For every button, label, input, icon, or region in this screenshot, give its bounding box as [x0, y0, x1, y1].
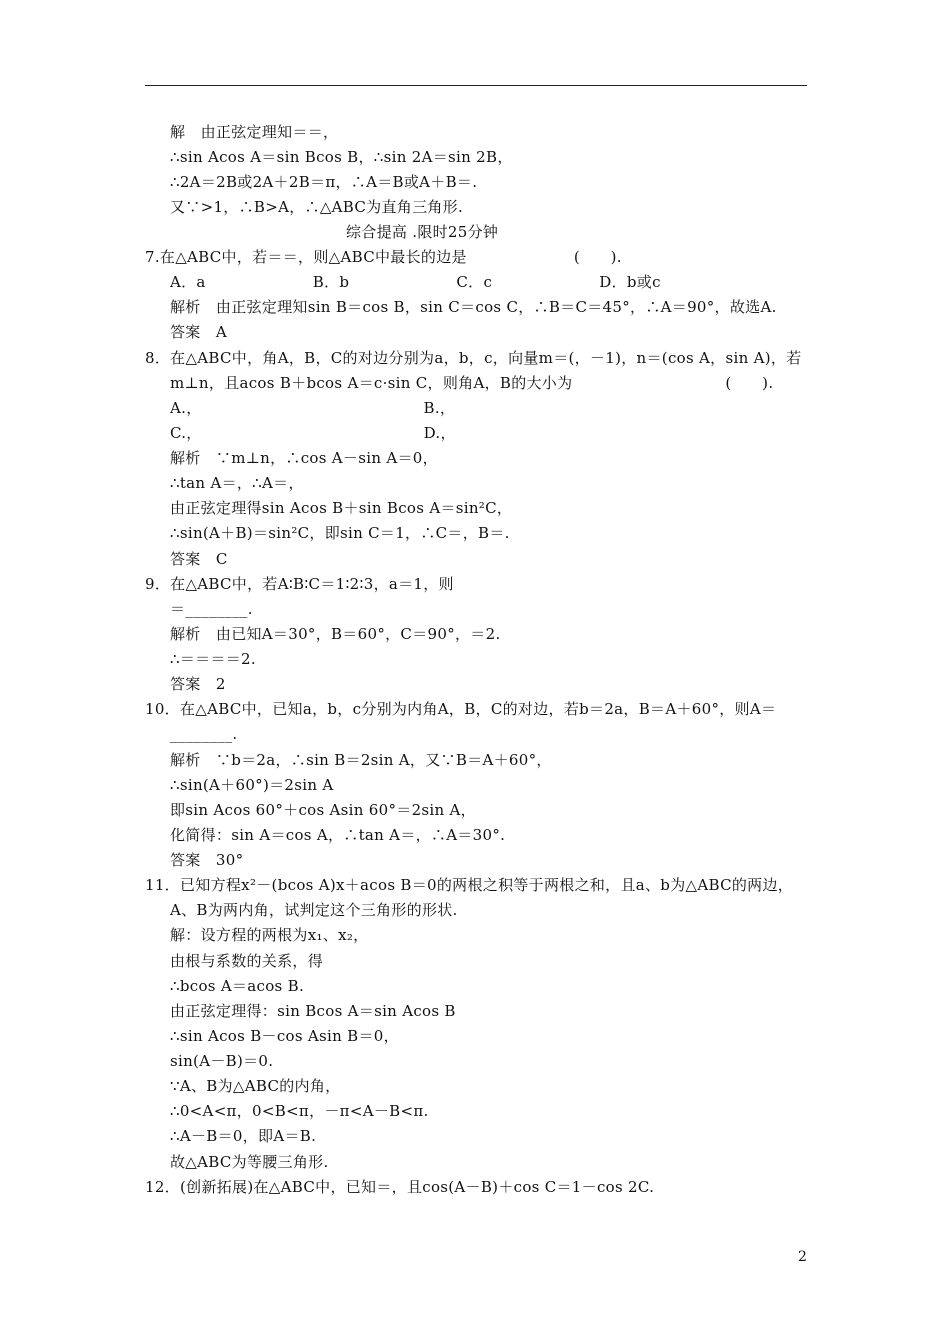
question-7: 7.在△ABC中，若＝＝，则△ABC中最长的边是 ( ). [145, 248, 622, 266]
text-line: 故△ABC为等腰三角形. [170, 1153, 329, 1171]
text-line: 由根与系数的关系，得 [170, 952, 324, 970]
answer-line: 答案 C [170, 550, 228, 568]
text-line: ＝________. [170, 600, 253, 618]
analysis-line: 解析 ∵m⊥n，∴cos A－sin A＝0， [170, 449, 438, 467]
text-line: ∴sin(A＋60°)＝2sin A [170, 776, 334, 794]
text-line: ∴sin Acos B－cos Asin B＝0， [170, 1027, 399, 1045]
choices-line: A．a B．b C．c D．b或c [170, 273, 661, 291]
choices-line: A.， B.， [170, 399, 456, 417]
text-line: 解：设方程的两根为x₁、x₂， [170, 926, 369, 944]
text-line: ∴sin(A＋B)＝sin²C，即sin C＝1，∴C＝，B＝. [170, 524, 510, 542]
analysis-line: 解析 由正弦定理知sin B＝cos B，sin C＝cos C，∴B＝C＝45°，∴A＝90°，故选A. [170, 298, 777, 316]
text-line: ∴tan A＝，∴A＝， [170, 474, 304, 492]
answer-line: 答案 30° [170, 851, 244, 869]
analysis-line: 解析 ∵b＝2a，∴sin B＝2sin A，又∵B＝A＋60°， [170, 751, 552, 769]
text-line: A、B为两内角，试判定这个三角形的形状. [170, 901, 458, 919]
question-11: 11．已知方程x²－(bcos A)x＋acos B＝0的两根之积等于两根之和，且a、b为△ABC的两边， [145, 876, 794, 894]
text-line: ∴＝＝＝＝2. [170, 650, 256, 668]
text-line: m⊥n，且acos B＋bcos A＝c·sin C，则角A，B的大小为 ( ). [170, 374, 774, 392]
answer-line: 答案 A [170, 323, 228, 341]
analysis-line: 解析 由已知A＝30°，B＝60°，C＝90°，＝2. [170, 625, 501, 643]
text-line: ∴2A＝2B或2A＋2B＝π，∴A＝B或A＋B＝. [170, 173, 478, 191]
text-line: 由正弦定理得sin Acos B＋sin Bcos A＝sin²C， [170, 499, 513, 517]
page-number: 2 [798, 1249, 807, 1265]
choices-line: C.， D.， [170, 424, 456, 442]
section-heading: 综合提高 .限时25分钟 [346, 223, 499, 241]
question-12: 12．(创新拓展)在△ABC中，已知＝，且cos(A－B)＋cos C＝1－cos 2C. [145, 1178, 655, 1196]
header-rule [145, 85, 807, 86]
question-8: 8．在△ABC中，角A，B，C的对边分别为a，b，c，向量m＝(，－1)，n＝(cos A，sin A)，若 [145, 349, 802, 367]
text-line: ________. [170, 725, 238, 743]
answer-line: 答案 2 [170, 675, 226, 693]
text-line: ∴bcos A＝acos B. [170, 977, 305, 995]
text-line: 解 由正弦定理知＝＝， [170, 123, 339, 141]
text-line: sin(A－B)＝0. [170, 1052, 274, 1070]
text-line: 化简得：sin A＝cos A，∴tan A＝，∴A＝30°. [170, 826, 506, 844]
text-line: ∴A－B＝0，即A＝B. [170, 1127, 317, 1145]
question-9: 9．在△ABC中，若A∶B∶C＝1∶2∶3，a＝1，则 [145, 575, 454, 593]
text-line: 即sin Acos 60°＋cos Asin 60°＝2sin A， [170, 801, 476, 819]
text-line: ∴sin Acos A＝sin Bcos B，∴sin 2A＝sin 2B， [170, 148, 513, 166]
text-line: ∵A、B为△ABC的内角， [170, 1077, 341, 1095]
text-line: ∴0<A<π，0<B<π，－π<A－B<π. [170, 1102, 429, 1120]
text-line: 由正弦定理得：sin Bcos A＝sin Acos B [170, 1002, 456, 1020]
text-line: 又∵>1，∴B>A，∴△ABC为直角三角形. [170, 198, 464, 216]
question-10: 10．在△ABC中，已知a，b，c分别为内角A，B，C的对边，若b＝2a，B＝A＋60°，则A＝ [145, 700, 777, 718]
